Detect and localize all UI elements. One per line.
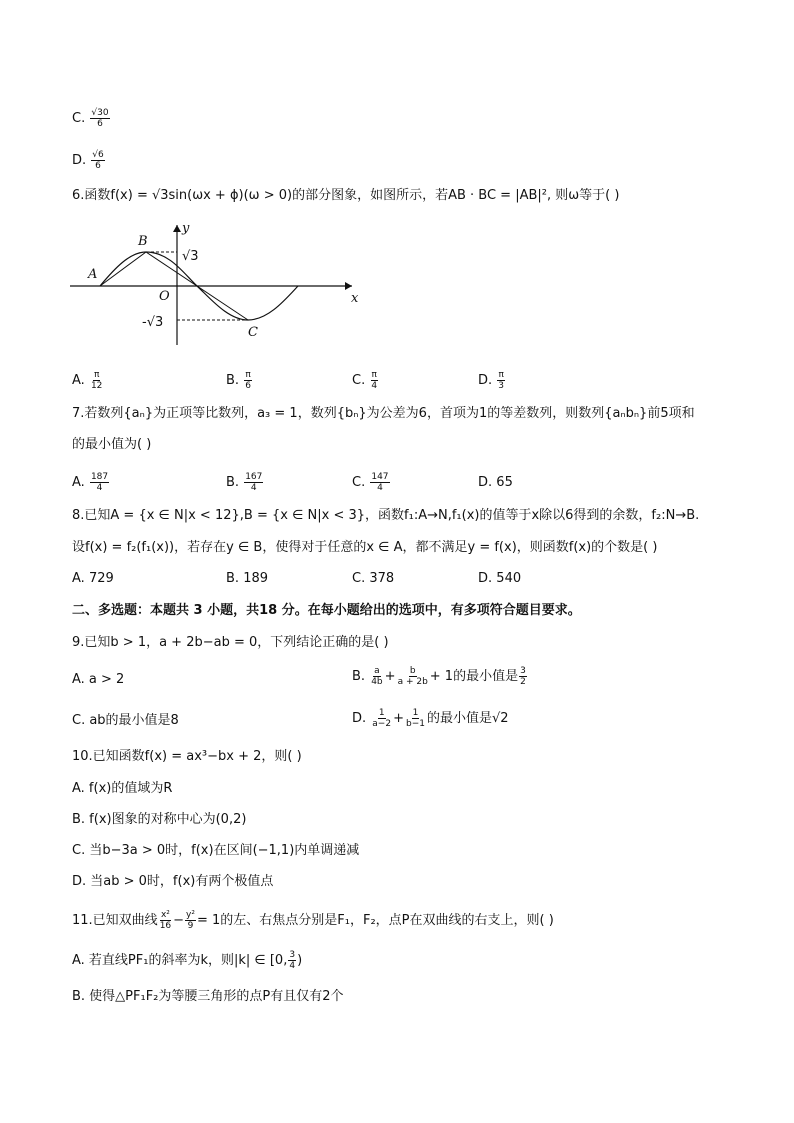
q5-option-d: D. $\frac{√6}{6}$ [72,150,104,171]
q6-option-a: A. $\frac{\pi}{12}$ [72,370,103,391]
q7-option-c: C. $\frac{147}{4}$ [352,472,389,493]
label-sqrt3: √3 [182,249,199,264]
label-o: O [159,289,170,304]
q6-sine-graph [70,220,370,350]
q9-option-d: D. $\frac{1}{a-2}$ + $\frac{1}{b-1}$ 的最小值是√2 [352,708,509,729]
q10-option-a: A. f(x)的值域为R [72,781,173,796]
q7-option-a: A. $\frac{187}{4}$ [72,472,109,493]
section-2-title: 二、多选题：本题共 3 小题，共18 分。在每小题给出的选项中，有多项符合题目要求。 [72,603,581,618]
label-a: A [88,267,98,282]
label-neg-sqrt3: -√3 [142,315,164,330]
q6-option-c: C. $\frac{\pi}{4}$ [352,370,378,391]
q7-stem-line1: 7.若数列{aₙ}为正项等比数列，a₃ = 1，数列{bₙ}为公差为6，首项为1的等差数列，则数列{aₙbₙ}前5项和 [72,406,695,421]
q11-option-b: B. 使得△PF₁F₂为等腰三角形的点P有且仅有2个 [72,989,344,1004]
q8-option-c: C. 378 [352,571,395,586]
q8-option-d: D. 540 [478,571,522,586]
label-b: B [138,234,148,249]
q8-option-b: B. 189 [226,571,269,586]
q5-option-c: C. $\frac{√30}{6}$ [72,108,109,129]
q7-option-b: B. $\frac{167}{4}$ [226,472,263,493]
q9-stem: 9.已知b > 1，a + 2b−ab = 0，下列结论正确的是( ) [72,635,389,650]
q8-option-a: A. 729 [72,571,114,586]
label-c: C [248,325,258,340]
q5-option-c-fraction: $\frac{√30}{6}$ [91,108,109,129]
q6-option-b: B. $\frac{\pi}{6}$ [226,370,251,391]
q6-stem: 6.函数f(x) = √3sin(ωx + ϕ)(ω > 0)的部分图象，如图所示，若AB · BC = |AB|², 则ω等于( ) [72,188,620,203]
label-x: x [351,291,359,306]
q5-option-d-fraction: $\frac{√6}{6}$ [92,150,104,171]
x-axis-arrow [345,282,352,290]
q6-option-d: D. $\frac{\pi}{3}$ [478,370,505,391]
q10-stem: 10.已知函数f(x) = ax³−bx + 2，则( ) [72,749,302,764]
q8-stem-line2: 设f(x) = f₂(f₁(x))，若存在y ∈ B，使得对于任意的x ∈ A，都不满足y = f(x)，则函数f(x)的个数是( ) [72,540,658,555]
q9-option-c: C. ab的最小值是8 [72,713,179,728]
q7-option-d: D. 65 [478,475,513,490]
q10-option-d: D. 当ab > 0时，f(x)有两个极值点 [72,874,274,889]
y-axis-arrow [173,225,181,232]
label-y: y [182,221,190,236]
q8-stem-line1: 8.已知A = {x ∈ N|x < 12},B = {x ∈ N|x < 3}，函数f₁:A→N,f₁(x)的值等于x除以6得到的余数，f₂:N→B. [72,508,700,523]
q9-option-a: A. a > 2 [72,672,125,687]
segment-ab [100,252,146,286]
q9-option-b: B. $\frac{a}{4b}$ + $\frac{b}{a + 2b}$ + 1的最小值是 $\frac{3}{2}$ [352,666,526,687]
q10-option-c: C. 当b−3a > 0时，f(x)在区间(−1,1)内单调递减 [72,843,360,858]
q11-option-a: A. 若直线PF₁的斜率为k，则|k| ∈ [0, $\frac{3}{4}$ ) [72,950,303,971]
q10-option-b: B. f(x)图象的对称中心为(0,2) [72,812,247,827]
q11-stem: 11.已知双曲线 $\frac{\text{x²}}{16}$ − $\frac{\text{y²}}{9}$ = 1的左、右焦点分别是F₁，F₂，点P在双曲线的右支上，则( ) [72,910,554,931]
q7-stem-line2: 的最小值为( ) [72,437,152,452]
